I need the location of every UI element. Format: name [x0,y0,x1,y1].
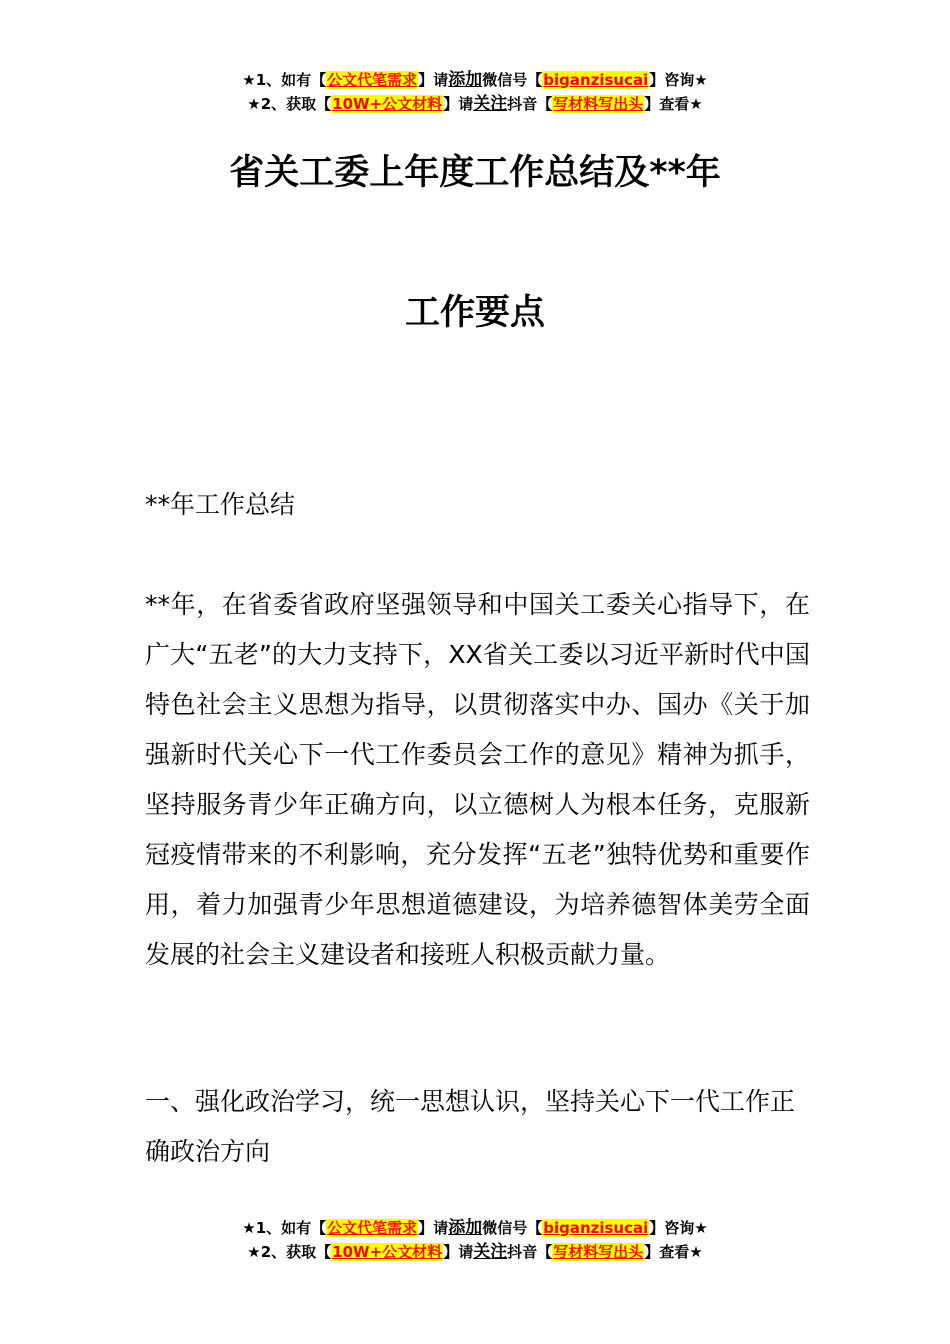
banner-emphasis: 关注 [473,94,508,114]
banner-text: ★2、获取【 [247,95,332,113]
banner-emphasis: 关注 [473,1242,508,1262]
highlight-douyin-account: 写材料写出头 [553,95,644,113]
banner-text: 微信号【 [482,1219,543,1237]
banner-text: 抖音【 [507,95,553,113]
banner-text: 】请 [418,71,449,89]
banner-text: 】请 [418,1219,449,1237]
body-paragraph: **年，在省委省政府坚强领导和中国关工委关心指导下，在广大“五老”的大力支持下，XX省关工委以习近平新时代中国特色社会主义思想为指导，以贯彻落实中办、国办《关于加强新时代关心下一代工作委员会工作的意见》精神为抓手，坚持服务青少年正确方向，以立德树人为根本任务，克服新冠疫情带来的不利影响，充分发挥“五老”独特优势和重要作用，着力加强青少年思想道德建设，为培养德智体美劳全面发展的社会主义建设者和接班人积极贡献力量。 [145,590,810,969]
banner-emphasis: 添加 [448,1218,483,1238]
banner-text: ★1、如有【 [242,71,327,89]
header-ad-banner [0,68,950,116]
banner-text: 】咨询★ [649,1219,708,1237]
banner-emphasis: 添加 [448,70,483,90]
subheading: **年工作总结 [145,490,296,519]
highlight-douyin-account: 写材料写出头 [553,1243,644,1261]
banner-line-1 [0,1216,950,1240]
highlight-service: 公文代笔需求 [327,1219,418,1237]
banner-text: ★1、如有【 [242,1219,327,1237]
banner-line-2 [0,1240,950,1264]
highlight-materials: 10W+公文材料 [332,1243,443,1261]
highlight-materials: 10W+公文材料 [332,95,443,113]
banner-line-1 [0,68,950,92]
banner-text: ★2、获取【 [247,1243,332,1261]
banner-text: 】请 [443,1243,474,1261]
document-title-line-1: 省关工委上年度工作总结及**年 [229,153,721,193]
banner-text: 微信号【 [482,71,543,89]
banner-text: 】查看★ [644,95,703,113]
section-heading-1: 一、强化政治学习，统一思想认识，坚持关心下一代工作正确政治方向 [145,1087,796,1166]
footer-ad-banner [0,1216,950,1264]
banner-text: 抖音【 [507,1243,553,1261]
banner-text: 】请 [443,95,474,113]
highlight-wechat-id: biganzisucai [543,71,649,89]
document-title-line-2: 工作要点 [404,293,545,333]
banner-line-2 [0,92,950,116]
highlight-service: 公文代笔需求 [327,71,418,89]
highlight-wechat-id: biganzisucai [543,1219,649,1237]
banner-text: 】查看★ [644,1243,703,1261]
banner-text: 】咨询★ [649,71,708,89]
